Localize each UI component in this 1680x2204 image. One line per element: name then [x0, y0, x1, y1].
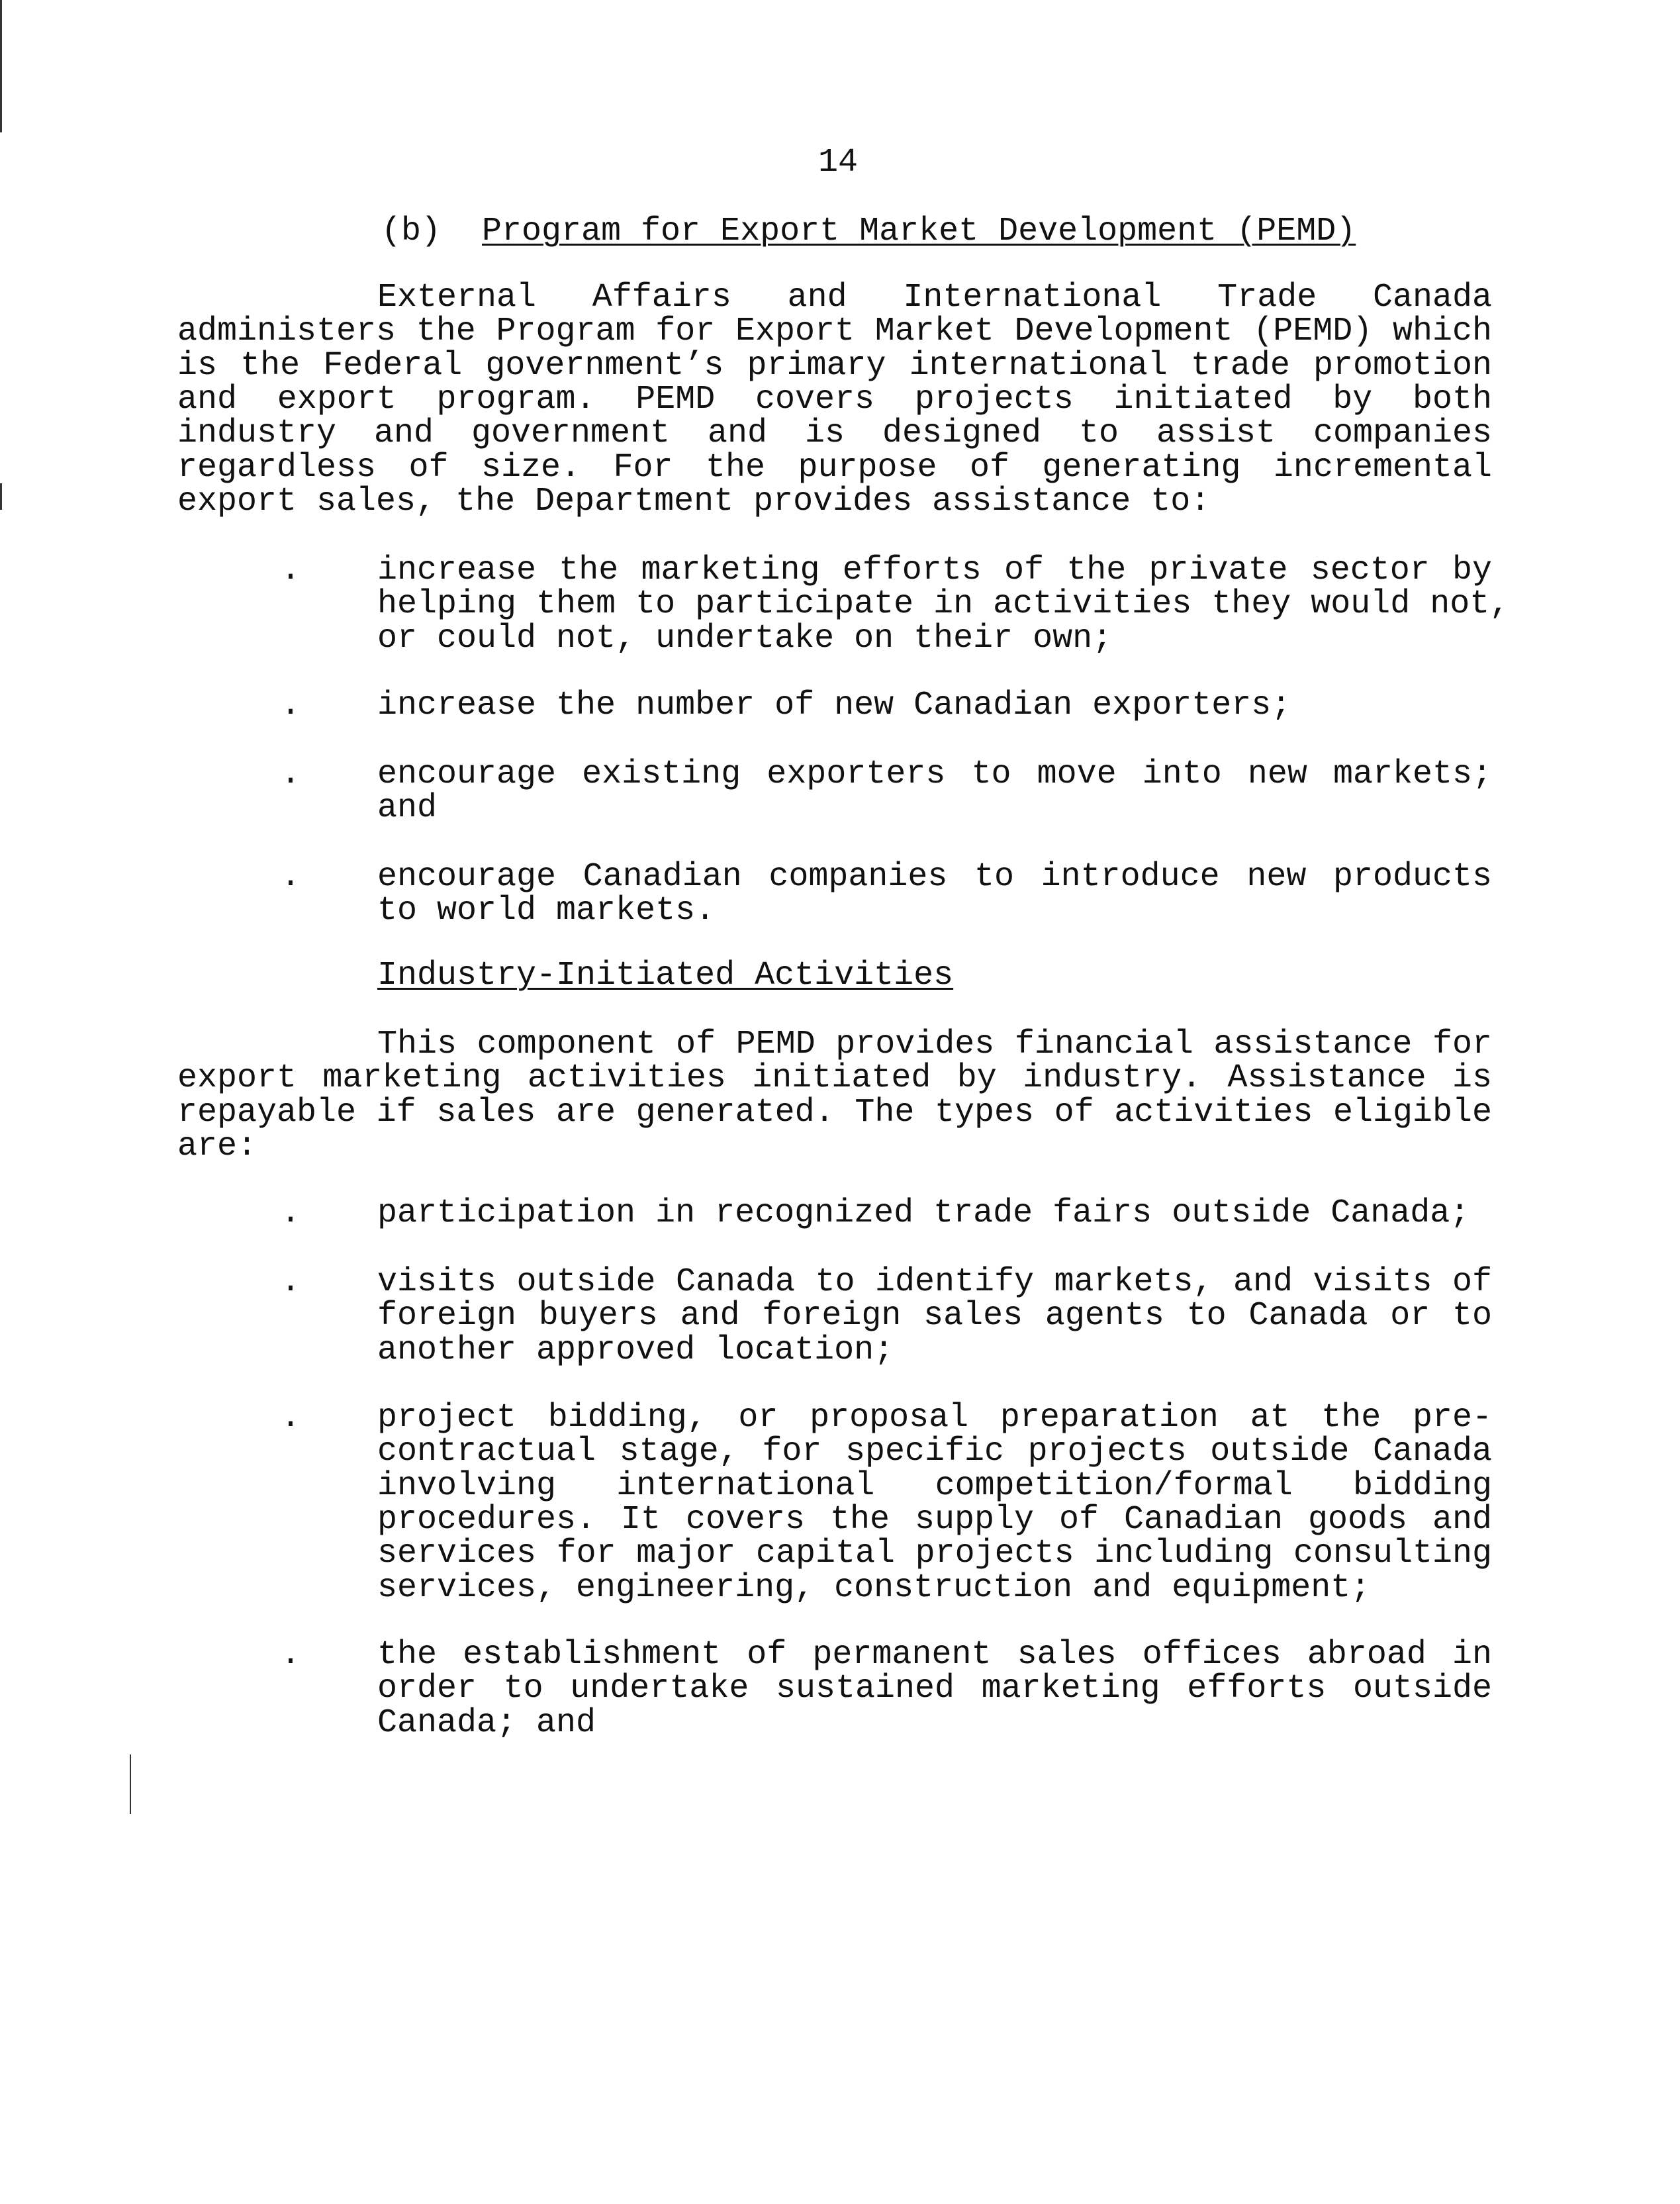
- subsection-line: export marketing activities initiated by industry. Assistance is: [177, 1059, 1492, 1098]
- activity-line: services for major capital projects including consulting: [377, 1535, 1492, 1573]
- activity-line: the establishment of permanent sales offices abroad in: [377, 1636, 1492, 1674]
- activity-line: services, engineering, construction and equipment;: [377, 1568, 1371, 1607]
- activity-line: contractual stage, for specific projects outside Canada: [377, 1433, 1492, 1471]
- scan-edge-mark: [0, 483, 2, 510]
- bullet-marker: .: [281, 1399, 301, 1437]
- bullet-marker: .: [281, 755, 301, 793]
- intro-line: administers the Program for Export Market Development (PEMD) which: [177, 312, 1492, 351]
- bullet-marker: .: [281, 551, 301, 589]
- bullet-marker: .: [281, 687, 301, 724]
- activity-line: procedures. It covers the supply of Canadian goods and: [377, 1500, 1492, 1539]
- intro-line: export sales, the Department provides assistance to:: [177, 482, 1211, 520]
- scan-edge-mark: [130, 1754, 131, 1814]
- subsection-line: This component of PEMD provides financial assistance for: [377, 1026, 1492, 1063]
- section-title: Program for Export Market Development (PEMD): [482, 213, 1356, 250]
- activity-line: involving international competition/formal bidding: [377, 1466, 1492, 1505]
- objective-line: encourage existing exporters to move into new markets;: [377, 755, 1492, 793]
- scan-edge-mark: [0, 0, 2, 132]
- activity-line: foreign buyers and foreign sales agents to Canada or to: [377, 1297, 1492, 1335]
- intro-line: is the Federal government’s primary international trade promotion: [177, 346, 1492, 385]
- objective-line: to world markets.: [377, 892, 716, 930]
- intro-line: External Affairs and International Trade Canada: [377, 279, 1492, 316]
- objective-line: encourage Canadian companies to introduce new products: [377, 858, 1492, 896]
- bullet-marker: .: [281, 858, 301, 896]
- section-label: (b): [381, 213, 442, 250]
- activity-line: another approved location;: [377, 1331, 894, 1369]
- objective-line: increase the marketing efforts of the private sector by: [377, 551, 1492, 589]
- objective-line: or could not, undertake on their own;: [377, 619, 1113, 657]
- subsection-line: are:: [177, 1127, 257, 1165]
- bullet-marker: .: [281, 1263, 301, 1301]
- intro-line: and export program. PEMD covers projects initiated by both: [177, 380, 1492, 418]
- objective-line: and: [377, 789, 438, 828]
- page-number: 14: [818, 144, 859, 181]
- activity-line: project bidding, or proposal preparation at the pre-: [377, 1399, 1492, 1437]
- bullet-marker: .: [281, 1194, 301, 1232]
- subsection-line: repayable if sales are generated. The types of activities eligible: [177, 1093, 1492, 1131]
- objective-line: helping them to participate in activities they would not,: [377, 585, 1510, 624]
- objective-line: increase the number of new Canadian exporters;: [377, 687, 1291, 724]
- subsection-title: Industry-Initiated Activities: [377, 957, 954, 994]
- activity-line: Canada; and: [377, 1703, 596, 1742]
- intro-line: regardless of size. For the purpose of generating incremental: [177, 448, 1492, 487]
- activity-line: participation in recognized trade fairs outside Canada;: [377, 1194, 1470, 1232]
- activity-line: order to undertake sustained marketing efforts outside: [377, 1670, 1492, 1708]
- activity-line: visits outside Canada to identify markets, and visits of: [377, 1263, 1492, 1301]
- bullet-marker: .: [281, 1636, 301, 1674]
- intro-line: industry and government and is designed to assist companies: [177, 414, 1492, 453]
